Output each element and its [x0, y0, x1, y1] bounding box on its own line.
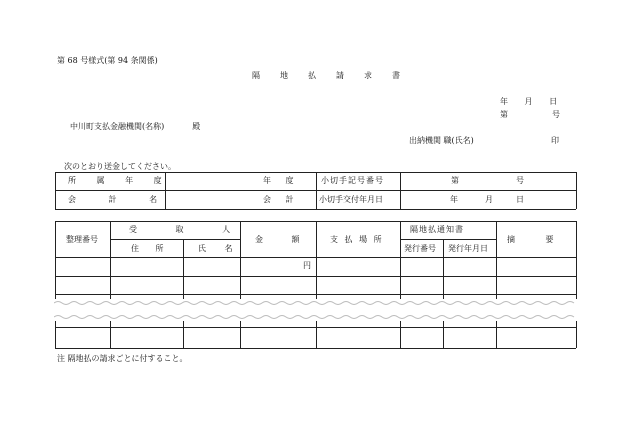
issue-number-header: 発行番号 — [404, 244, 436, 253]
account-name-suffix: 会 計 — [263, 195, 294, 204]
check-number-prefix: 第 — [451, 176, 459, 185]
check-date-year: 年 — [450, 195, 458, 204]
issuer-seal: 印 — [551, 136, 559, 145]
account-name-label: 会 計 名 — [68, 195, 158, 204]
document-number-prefix: 第 — [500, 110, 508, 119]
check-number-suffix: 号 — [516, 176, 524, 185]
serial-number-header: 整理番号 — [66, 235, 98, 244]
form-title: 隔地払請求書 — [252, 71, 420, 80]
payment-place-header: 支 払 場 所 — [330, 235, 382, 244]
check-date-label: 小切手交付年月日 — [319, 195, 383, 204]
amount-header: 金 額 — [255, 235, 300, 244]
check-number-label: 小切手記号番号 — [321, 176, 384, 185]
document-number-suffix: 号 — [552, 110, 560, 119]
addressee — [70, 123, 200, 131]
table-break — [54, 299, 578, 321]
recipient-header: 受 取 人 — [129, 225, 231, 234]
remarks-header: 摘 要 — [507, 235, 554, 244]
request-date: 年 月 日 — [500, 97, 558, 106]
fiscal-year-label: 所 属 年 度 — [68, 176, 171, 185]
footnote: 注 隔地払の請求ごとに付すること。 — [57, 354, 188, 363]
remittance-notice-header: 隔地払通知書 — [410, 225, 464, 234]
addressee-honorific: 殿 — [192, 122, 201, 131]
issue-date-header: 発行年月日 — [448, 244, 488, 253]
form-number: 第 68 号様式(第 94 条関係) — [57, 56, 158, 65]
instruction-text: 次のとおり送金してください。 — [64, 162, 176, 171]
name-header: 氏 名 — [198, 244, 233, 253]
yen-unit: 円 — [303, 261, 311, 270]
fiscal-year-suffix: 年 度 — [263, 176, 294, 185]
addressee-bank-label: 中川町支払金融機関(名称) — [70, 122, 165, 131]
check-date-day: 日 — [516, 195, 524, 204]
check-date-month: 月 — [485, 195, 493, 204]
issuer-label: 出納機関 職(氏名) — [409, 136, 474, 145]
issuer — [409, 136, 559, 145]
address-header: 住 所 — [131, 244, 164, 253]
